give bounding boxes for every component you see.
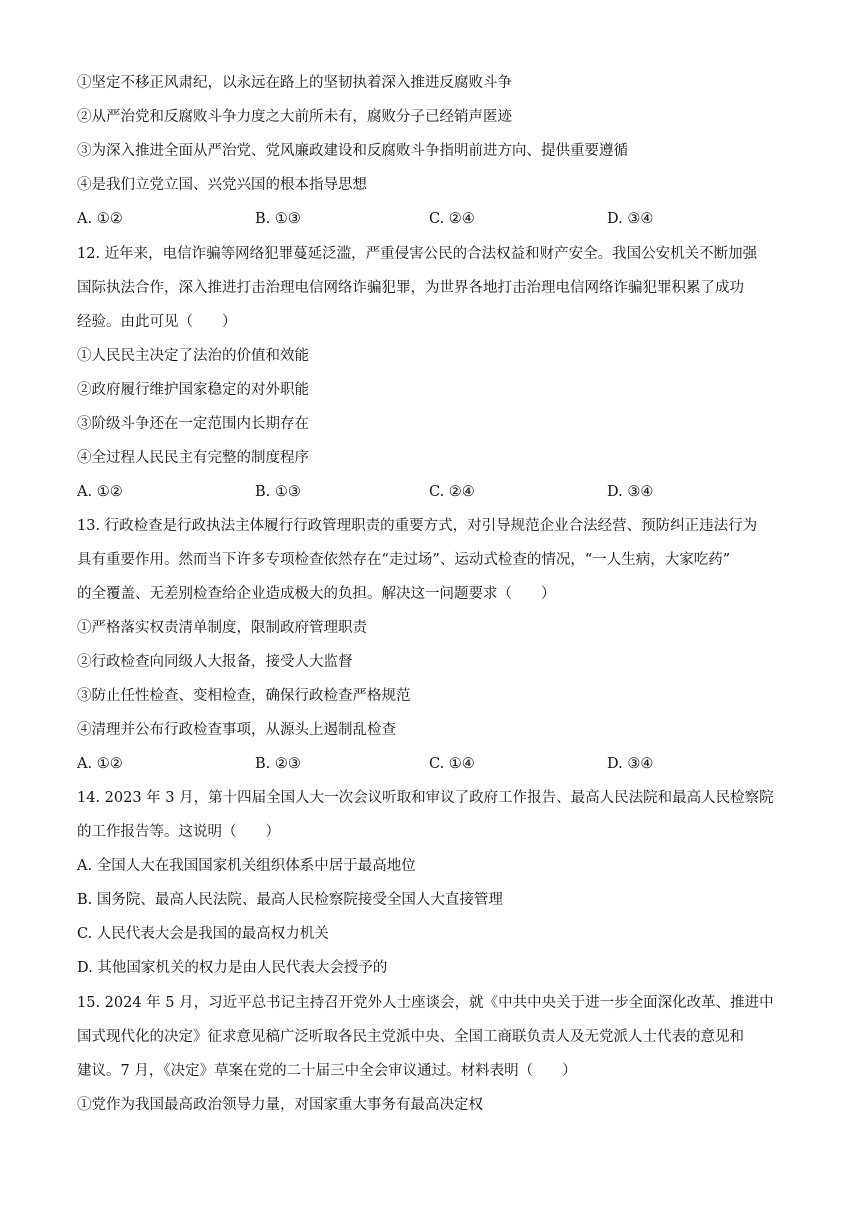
q12-option-c: C. ②④ <box>429 484 475 500</box>
q15-stem-line-1: 15. 2024 年 5 月，习近平总书记主持召开党外人士座谈会，就《中共中央关于进一步全面深化改革、推进中 <box>77 995 774 1011</box>
q12-options <box>77 482 797 502</box>
q13-stem-line-3: 的全覆盖、无差别检查给企业造成极大的负担。解决这一问题要求（ ） <box>77 586 556 602</box>
q11-item-2: ②从严治党和反腐败斗争力度之大前所未有，腐败分子已经销声匿迹 <box>77 109 512 125</box>
q13-option-a: A. ①② <box>77 756 123 772</box>
q15-stem-line-2: 国式现代化的决定》征求意见稿广泛听取各民主党派中央、全国工商联负责人及无党派人士代表的意见和 <box>77 1029 744 1045</box>
q13-stem-line-2: 具有重要作用。然而当下许多专项检查依然存在“走过场”、运动式检查的情况，“一人生病，大家吃药” <box>77 552 731 568</box>
q11-item-3: ③为深入推进全面从严治党、党风廉政建设和反腐败斗争指明前进方向、提供重要遵循 <box>77 143 628 159</box>
q12-option-d: D. ③④ <box>607 484 654 500</box>
q11-option-a: A. ①② <box>77 211 123 227</box>
q12-stem-line-1: 12. 近年来，电信诈骗等网络犯罪蔓延泛滥，严重侵害公民的合法权益和财产安全。我国公安机关不断加强 <box>77 246 758 262</box>
q11-options <box>77 209 797 229</box>
q14-choice-c: C. 人民代表大会是我国的最高权力机关 <box>77 926 329 942</box>
q14-stem-line-2: 的工作报告等。这说明（ ） <box>77 824 280 840</box>
q13-item-4: ④清理并公布行政检查事项，从源头上遏制乱检查 <box>77 722 396 738</box>
q13-item-1: ①严格落实权责清单制度，限制政府管理职责 <box>77 620 367 636</box>
q13-option-c: C. ①④ <box>429 756 475 772</box>
q11-option-d: D. ③④ <box>607 211 654 227</box>
q12-stem-line-3: 经验。由此可见（ ） <box>77 314 237 330</box>
q14-choice-d: D. 其他国家机关的权力是由人民代表大会授予的 <box>77 960 388 976</box>
q12-item-2: ②政府履行维护国家稳定的对外职能 <box>77 382 309 398</box>
q13-item-3: ③防止任性检查、变相检查，确保行政检查严格规范 <box>77 688 411 704</box>
q13-item-2: ②行政检查向同级人大报备，接受人大监督 <box>77 654 353 670</box>
q12-item-3: ③阶级斗争还在一定范围内长期存在 <box>77 416 309 432</box>
q11-option-b: B. ①③ <box>255 211 301 227</box>
q11-option-c: C. ②④ <box>429 211 475 227</box>
q13-stem-line-1: 13. 行政检查是行政执法主体履行行政管理职责的重要方式，对引导规范企业合法经营、预防纠正违法行为 <box>77 518 758 534</box>
q15-stem-line-3: 建议。7 月，《决定》草案在党的二十届三中全会审议通过。材料表明（ ） <box>77 1063 577 1079</box>
q14-stem-line-1: 14. 2023 年 3 月，第十四届全国人大一次会议听取和审议了政府工作报告、最高人民法院和最高人民检察院 <box>77 790 774 806</box>
q12-option-b: B. ①③ <box>255 484 301 500</box>
q12-stem-line-2: 国际执法合作，深入推进打击治理电信网络诈骗犯罪，为世界各地打击治理电信网络诈骗犯罪积累了成功 <box>77 280 744 296</box>
q13-option-b: B. ②③ <box>255 756 301 772</box>
q11-item-4: ④是我们立党立国、兴党兴国的根本指导思想 <box>77 177 367 193</box>
q14-choice-b: B. 国务院、最高人民法院、最高人民检察院接受全国人大直接管理 <box>77 892 503 908</box>
q13-option-d: D. ③④ <box>607 756 654 772</box>
q12-option-a: A. ①② <box>77 484 123 500</box>
q12-item-1: ①人民民主决定了法治的价值和效能 <box>77 348 309 364</box>
q15-item-1: ①党作为我国最高政治领导力量，对国家重大事务有最高决定权 <box>77 1097 483 1113</box>
q11-item-1: ①坚定不移正风肃纪，以永远在路上的坚韧执着深入推进反腐败斗争 <box>77 75 512 91</box>
q14-choice-a: A. 全国人大在我国国家机关组织体系中居于最高地位 <box>77 858 416 874</box>
q12-item-4: ④全过程人民民主有完整的制度程序 <box>77 450 309 466</box>
q13-options <box>77 754 797 774</box>
